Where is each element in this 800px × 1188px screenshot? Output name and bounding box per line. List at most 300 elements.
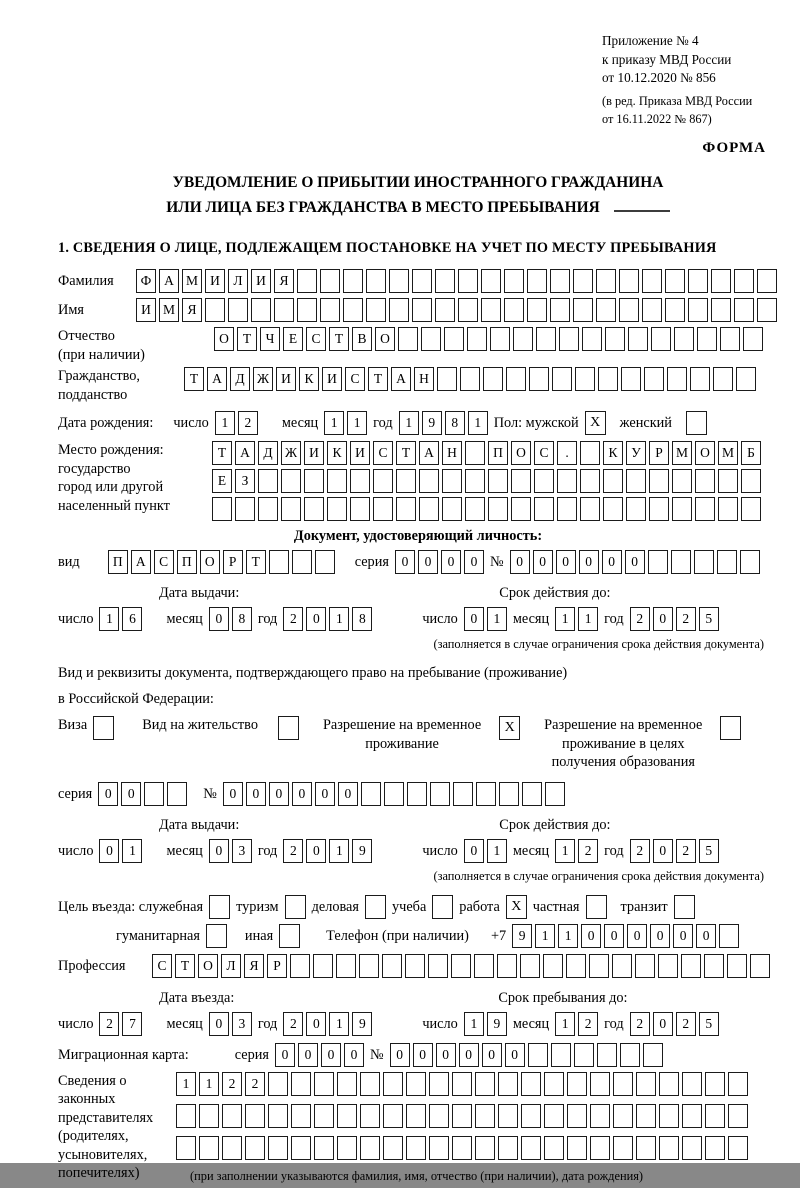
char-cell[interactable]: 0: [581, 924, 601, 948]
char-cell[interactable]: П: [108, 550, 128, 574]
char-cell[interactable]: [258, 469, 278, 493]
char-cell[interactable]: 1: [555, 839, 575, 863]
char-cell[interactable]: 9: [422, 411, 442, 435]
char-cell[interactable]: 0: [98, 782, 118, 806]
char-cell[interactable]: [626, 497, 646, 521]
char-cell[interactable]: [405, 954, 425, 978]
char-cell[interactable]: [476, 782, 496, 806]
char-cell[interactable]: 5: [699, 607, 719, 631]
char-cell[interactable]: [636, 1104, 656, 1128]
char-cell[interactable]: М: [159, 298, 179, 322]
char-cell[interactable]: В: [352, 327, 372, 351]
char-cell[interactable]: О: [375, 327, 395, 351]
char-cell[interactable]: 2: [283, 1012, 303, 1036]
char-cell[interactable]: [626, 469, 646, 493]
char-cell[interactable]: [644, 367, 664, 391]
char-cell[interactable]: 2: [676, 607, 696, 631]
char-cell[interactable]: [598, 367, 618, 391]
char-cell[interactable]: 1: [555, 1012, 575, 1036]
char-cell[interactable]: [320, 298, 340, 322]
char-cell[interactable]: [412, 269, 432, 293]
char-cell[interactable]: [734, 298, 754, 322]
char-cell[interactable]: 0: [482, 1043, 502, 1067]
char-cell[interactable]: К: [327, 441, 347, 465]
char-cell[interactable]: 0: [209, 839, 229, 863]
char-cell[interactable]: 0: [627, 924, 647, 948]
char-cell[interactable]: 0: [579, 550, 599, 574]
char-cell[interactable]: [621, 367, 641, 391]
char-cell[interactable]: [144, 782, 164, 806]
char-cell[interactable]: [741, 497, 761, 521]
char-cell[interactable]: [544, 1072, 564, 1096]
char-cell[interactable]: [212, 497, 232, 521]
char-cell[interactable]: [529, 367, 549, 391]
char-cell[interactable]: И: [350, 441, 370, 465]
char-cell[interactable]: 2: [222, 1072, 242, 1096]
char-cell[interactable]: 2: [676, 1012, 696, 1036]
char-cell[interactable]: [573, 269, 593, 293]
char-cell[interactable]: С: [373, 441, 393, 465]
char-cell[interactable]: 0: [395, 550, 415, 574]
char-cell[interactable]: 0: [441, 550, 461, 574]
char-cell[interactable]: Т: [212, 441, 232, 465]
char-cell[interactable]: 1: [215, 411, 235, 435]
char-cell[interactable]: И: [304, 441, 324, 465]
char-cell[interactable]: У: [626, 441, 646, 465]
char-cell[interactable]: [465, 469, 485, 493]
char-cell[interactable]: [504, 269, 524, 293]
char-cell[interactable]: [383, 1072, 403, 1096]
char-cell[interactable]: Ч: [260, 327, 280, 351]
char-cell[interactable]: [545, 782, 565, 806]
char-cell[interactable]: А: [159, 269, 179, 293]
char-cell[interactable]: [406, 1104, 426, 1128]
char-cell[interactable]: [474, 954, 494, 978]
char-cell[interactable]: 0: [223, 782, 243, 806]
char-cell[interactable]: [511, 469, 531, 493]
char-cell[interactable]: [452, 1072, 472, 1096]
char-cell[interactable]: [430, 782, 450, 806]
char-cell[interactable]: 0: [510, 550, 530, 574]
char-cell[interactable]: [167, 782, 187, 806]
char-cell[interactable]: [612, 954, 632, 978]
char-cell[interactable]: Я: [274, 269, 294, 293]
char-cell[interactable]: [389, 298, 409, 322]
char-cell[interactable]: [490, 327, 510, 351]
char-cell[interactable]: И: [276, 367, 296, 391]
char-cell[interactable]: [649, 497, 669, 521]
char-cell[interactable]: [343, 298, 363, 322]
char-cell[interactable]: [711, 298, 731, 322]
char-cell[interactable]: Т: [175, 954, 195, 978]
char-cell[interactable]: [567, 1072, 587, 1096]
char-cell[interactable]: [429, 1104, 449, 1128]
char-cell[interactable]: [544, 1136, 564, 1160]
char-cell[interactable]: [451, 954, 471, 978]
char-cell[interactable]: [412, 298, 432, 322]
char-cell[interactable]: П: [177, 550, 197, 574]
char-cell[interactable]: 2: [578, 839, 598, 863]
char-cell[interactable]: [442, 469, 462, 493]
char-cell[interactable]: [435, 298, 455, 322]
char-cell[interactable]: [245, 1104, 265, 1128]
char-cell[interactable]: [597, 1043, 617, 1067]
char-cell[interactable]: [705, 1104, 725, 1128]
char-cell[interactable]: 2: [676, 839, 696, 863]
char-cell[interactable]: [681, 954, 701, 978]
char-cell[interactable]: [544, 1104, 564, 1128]
char-cell[interactable]: 0: [464, 550, 484, 574]
char-cell[interactable]: [727, 954, 747, 978]
char-cell[interactable]: Ж: [281, 441, 301, 465]
char-cell[interactable]: [343, 269, 363, 293]
char-cell[interactable]: [291, 1072, 311, 1096]
char-cell[interactable]: [619, 298, 639, 322]
char-cell[interactable]: [734, 269, 754, 293]
char-cell[interactable]: [580, 469, 600, 493]
char-cell[interactable]: [481, 298, 501, 322]
char-cell[interactable]: [543, 954, 563, 978]
purpose-transit-checkbox[interactable]: [674, 895, 695, 919]
char-cell[interactable]: 0: [625, 550, 645, 574]
purpose-study-checkbox[interactable]: [432, 895, 453, 919]
char-cell[interactable]: [437, 367, 457, 391]
char-cell[interactable]: З: [235, 469, 255, 493]
char-cell[interactable]: Л: [228, 269, 248, 293]
char-cell[interactable]: [695, 469, 715, 493]
char-cell[interactable]: 1: [487, 607, 507, 631]
char-cell[interactable]: [521, 1136, 541, 1160]
char-cell[interactable]: [382, 954, 402, 978]
char-cell[interactable]: С: [306, 327, 326, 351]
char-cell[interactable]: 2: [630, 607, 650, 631]
char-cell[interactable]: 0: [390, 1043, 410, 1067]
char-cell[interactable]: [557, 469, 577, 493]
visa-checkbox[interactable]: [93, 716, 114, 740]
char-cell[interactable]: 1: [122, 839, 142, 863]
char-cell[interactable]: [176, 1104, 196, 1128]
char-cell[interactable]: Т: [237, 327, 257, 351]
char-cell[interactable]: [235, 497, 255, 521]
char-cell[interactable]: [550, 269, 570, 293]
char-cell[interactable]: [222, 1136, 242, 1160]
char-cell[interactable]: [567, 1104, 587, 1128]
char-cell[interactable]: [603, 469, 623, 493]
char-cell[interactable]: С: [152, 954, 172, 978]
char-cell[interactable]: [613, 1072, 633, 1096]
char-cell[interactable]: [705, 1072, 725, 1096]
char-cell[interactable]: [199, 1104, 219, 1128]
char-cell[interactable]: [268, 1072, 288, 1096]
char-cell[interactable]: 1: [464, 1012, 484, 1036]
char-cell[interactable]: [619, 269, 639, 293]
char-cell[interactable]: Ф: [136, 269, 156, 293]
char-cell[interactable]: [659, 1072, 679, 1096]
char-cell[interactable]: [719, 924, 739, 948]
char-cell[interactable]: Р: [649, 441, 669, 465]
char-cell[interactable]: [268, 1104, 288, 1128]
char-cell[interactable]: [590, 1104, 610, 1128]
char-cell[interactable]: 0: [436, 1043, 456, 1067]
char-cell[interactable]: Я: [244, 954, 264, 978]
char-cell[interactable]: [398, 327, 418, 351]
char-cell[interactable]: [682, 1072, 702, 1096]
char-cell[interactable]: [373, 469, 393, 493]
char-cell[interactable]: [511, 497, 531, 521]
char-cell[interactable]: [690, 367, 710, 391]
char-cell[interactable]: [658, 954, 678, 978]
char-cell[interactable]: 0: [121, 782, 141, 806]
char-cell[interactable]: [740, 550, 760, 574]
char-cell[interactable]: [315, 550, 335, 574]
residence-permit-checkbox[interactable]: [278, 716, 299, 740]
char-cell[interactable]: 9: [352, 1012, 372, 1036]
char-cell[interactable]: [603, 497, 623, 521]
char-cell[interactable]: [366, 298, 386, 322]
char-cell[interactable]: [717, 550, 737, 574]
char-cell[interactable]: [550, 298, 570, 322]
purpose-humanitarian-checkbox[interactable]: [206, 924, 227, 948]
char-cell[interactable]: [574, 1043, 594, 1067]
temp-residence-edu-checkbox[interactable]: [720, 716, 741, 740]
char-cell[interactable]: Т: [246, 550, 266, 574]
char-cell[interactable]: О: [200, 550, 220, 574]
char-cell[interactable]: [419, 469, 439, 493]
char-cell[interactable]: Д: [230, 367, 250, 391]
char-cell[interactable]: 1: [329, 1012, 349, 1036]
char-cell[interactable]: 0: [99, 839, 119, 863]
char-cell[interactable]: [665, 269, 685, 293]
char-cell[interactable]: [350, 469, 370, 493]
purpose-official-checkbox[interactable]: [209, 895, 230, 919]
char-cell[interactable]: [757, 269, 777, 293]
char-cell[interactable]: Ж: [253, 367, 273, 391]
char-cell[interactable]: [360, 1072, 380, 1096]
char-cell[interactable]: 0: [275, 1043, 295, 1067]
char-cell[interactable]: 0: [209, 1012, 229, 1036]
char-cell[interactable]: И: [205, 269, 225, 293]
char-cell[interactable]: [274, 298, 294, 322]
char-cell[interactable]: [320, 269, 340, 293]
char-cell[interactable]: Т: [396, 441, 416, 465]
char-cell[interactable]: 3: [232, 839, 252, 863]
char-cell[interactable]: [290, 954, 310, 978]
char-cell[interactable]: 1: [555, 607, 575, 631]
char-cell[interactable]: [736, 367, 756, 391]
char-cell[interactable]: 0: [556, 550, 576, 574]
char-cell[interactable]: [383, 1104, 403, 1128]
char-cell[interactable]: [536, 327, 556, 351]
char-cell[interactable]: [176, 1136, 196, 1160]
char-cell[interactable]: [483, 367, 503, 391]
char-cell[interactable]: [373, 497, 393, 521]
char-cell[interactable]: [407, 782, 427, 806]
char-cell[interactable]: [435, 269, 455, 293]
char-cell[interactable]: [297, 298, 317, 322]
char-cell[interactable]: 8: [232, 607, 252, 631]
char-cell[interactable]: [705, 1136, 725, 1160]
char-cell[interactable]: 5: [699, 1012, 719, 1036]
male-checkbox[interactable]: X: [585, 411, 606, 435]
char-cell[interactable]: [475, 1104, 495, 1128]
char-cell[interactable]: О: [214, 327, 234, 351]
char-cell[interactable]: 0: [464, 839, 484, 863]
char-cell[interactable]: [396, 497, 416, 521]
char-cell[interactable]: [718, 497, 738, 521]
char-cell[interactable]: 9: [352, 839, 372, 863]
char-cell[interactable]: [534, 469, 554, 493]
char-cell[interactable]: [605, 327, 625, 351]
char-cell[interactable]: [383, 1136, 403, 1160]
char-cell[interactable]: Л: [221, 954, 241, 978]
char-cell[interactable]: 0: [344, 1043, 364, 1067]
char-cell[interactable]: 0: [246, 782, 266, 806]
char-cell[interactable]: [596, 269, 616, 293]
char-cell[interactable]: 0: [306, 607, 326, 631]
char-cell[interactable]: А: [207, 367, 227, 391]
char-cell[interactable]: [711, 269, 731, 293]
char-cell[interactable]: [313, 954, 333, 978]
char-cell[interactable]: 1: [199, 1072, 219, 1096]
char-cell[interactable]: [635, 954, 655, 978]
char-cell[interactable]: [460, 367, 480, 391]
char-cell[interactable]: [337, 1104, 357, 1128]
char-cell[interactable]: [281, 469, 301, 493]
char-cell[interactable]: [728, 1072, 748, 1096]
char-cell[interactable]: 0: [653, 1012, 673, 1036]
char-cell[interactable]: 0: [459, 1043, 479, 1067]
char-cell[interactable]: К: [603, 441, 623, 465]
char-cell[interactable]: [628, 327, 648, 351]
char-cell[interactable]: [199, 1136, 219, 1160]
char-cell[interactable]: Н: [442, 441, 462, 465]
char-cell[interactable]: [481, 269, 501, 293]
char-cell[interactable]: И: [251, 269, 271, 293]
char-cell[interactable]: [327, 469, 347, 493]
char-cell[interactable]: 0: [321, 1043, 341, 1067]
char-cell[interactable]: А: [235, 441, 255, 465]
char-cell[interactable]: М: [672, 441, 692, 465]
char-cell[interactable]: 0: [653, 839, 673, 863]
char-cell[interactable]: [743, 327, 763, 351]
char-cell[interactable]: [651, 327, 671, 351]
char-cell[interactable]: 0: [306, 1012, 326, 1036]
char-cell[interactable]: 2: [283, 607, 303, 631]
char-cell[interactable]: [361, 782, 381, 806]
char-cell[interactable]: С: [345, 367, 365, 391]
char-cell[interactable]: 0: [673, 924, 693, 948]
char-cell[interactable]: [674, 327, 694, 351]
char-cell[interactable]: [682, 1104, 702, 1128]
char-cell[interactable]: [421, 327, 441, 351]
char-cell[interactable]: [429, 1072, 449, 1096]
char-cell[interactable]: 9: [487, 1012, 507, 1036]
char-cell[interactable]: [327, 497, 347, 521]
char-cell[interactable]: 2: [630, 1012, 650, 1036]
char-cell[interactable]: [384, 782, 404, 806]
char-cell[interactable]: 5: [699, 839, 719, 863]
char-cell[interactable]: 1: [347, 411, 367, 435]
char-cell[interactable]: 1: [324, 411, 344, 435]
char-cell[interactable]: 9: [512, 924, 532, 948]
char-cell[interactable]: [649, 469, 669, 493]
char-cell[interactable]: [360, 1136, 380, 1160]
char-cell[interactable]: [506, 367, 526, 391]
char-cell[interactable]: [636, 1072, 656, 1096]
char-cell[interactable]: [694, 550, 714, 574]
char-cell[interactable]: [527, 298, 547, 322]
char-cell[interactable]: [453, 782, 473, 806]
char-cell[interactable]: [697, 327, 717, 351]
char-cell[interactable]: 0: [209, 607, 229, 631]
char-cell[interactable]: [488, 469, 508, 493]
char-cell[interactable]: А: [131, 550, 151, 574]
char-cell[interactable]: [406, 1136, 426, 1160]
char-cell[interactable]: [465, 497, 485, 521]
char-cell[interactable]: 0: [269, 782, 289, 806]
char-cell[interactable]: [488, 497, 508, 521]
char-cell[interactable]: 1: [176, 1072, 196, 1096]
char-cell[interactable]: 2: [578, 1012, 598, 1036]
char-cell[interactable]: 1: [535, 924, 555, 948]
char-cell[interactable]: [580, 441, 600, 465]
char-cell[interactable]: [366, 269, 386, 293]
char-cell[interactable]: [728, 1104, 748, 1128]
char-cell[interactable]: [648, 550, 668, 574]
char-cell[interactable]: [498, 1136, 518, 1160]
char-cell[interactable]: [205, 298, 225, 322]
char-cell[interactable]: 0: [505, 1043, 525, 1067]
char-cell[interactable]: [291, 1104, 311, 1128]
char-cell[interactable]: [281, 497, 301, 521]
char-cell[interactable]: [513, 327, 533, 351]
char-cell[interactable]: Я: [182, 298, 202, 322]
char-cell[interactable]: [613, 1136, 633, 1160]
char-cell[interactable]: С: [534, 441, 554, 465]
char-cell[interactable]: [475, 1072, 495, 1096]
char-cell[interactable]: 0: [306, 839, 326, 863]
char-cell[interactable]: Т: [184, 367, 204, 391]
char-cell[interactable]: 1: [329, 607, 349, 631]
char-cell[interactable]: [498, 1072, 518, 1096]
char-cell[interactable]: [671, 550, 691, 574]
char-cell[interactable]: [551, 1043, 571, 1067]
char-cell[interactable]: [590, 1136, 610, 1160]
char-cell[interactable]: [304, 497, 324, 521]
char-cell[interactable]: [688, 269, 708, 293]
char-cell[interactable]: [458, 298, 478, 322]
char-cell[interactable]: [620, 1043, 640, 1067]
char-cell[interactable]: [396, 469, 416, 493]
char-cell[interactable]: [350, 497, 370, 521]
char-cell[interactable]: 1: [558, 924, 578, 948]
char-cell[interactable]: Б: [741, 441, 761, 465]
char-cell[interactable]: [596, 298, 616, 322]
char-cell[interactable]: [389, 269, 409, 293]
char-cell[interactable]: 0: [464, 607, 484, 631]
char-cell[interactable]: [452, 1136, 472, 1160]
char-cell[interactable]: [498, 1104, 518, 1128]
char-cell[interactable]: [499, 782, 519, 806]
char-cell[interactable]: [359, 954, 379, 978]
char-cell[interactable]: [750, 954, 770, 978]
char-cell[interactable]: С: [154, 550, 174, 574]
char-cell[interactable]: [442, 497, 462, 521]
char-cell[interactable]: [228, 298, 248, 322]
char-cell[interactable]: К: [299, 367, 319, 391]
char-cell[interactable]: 1: [578, 607, 598, 631]
char-cell[interactable]: М: [182, 269, 202, 293]
